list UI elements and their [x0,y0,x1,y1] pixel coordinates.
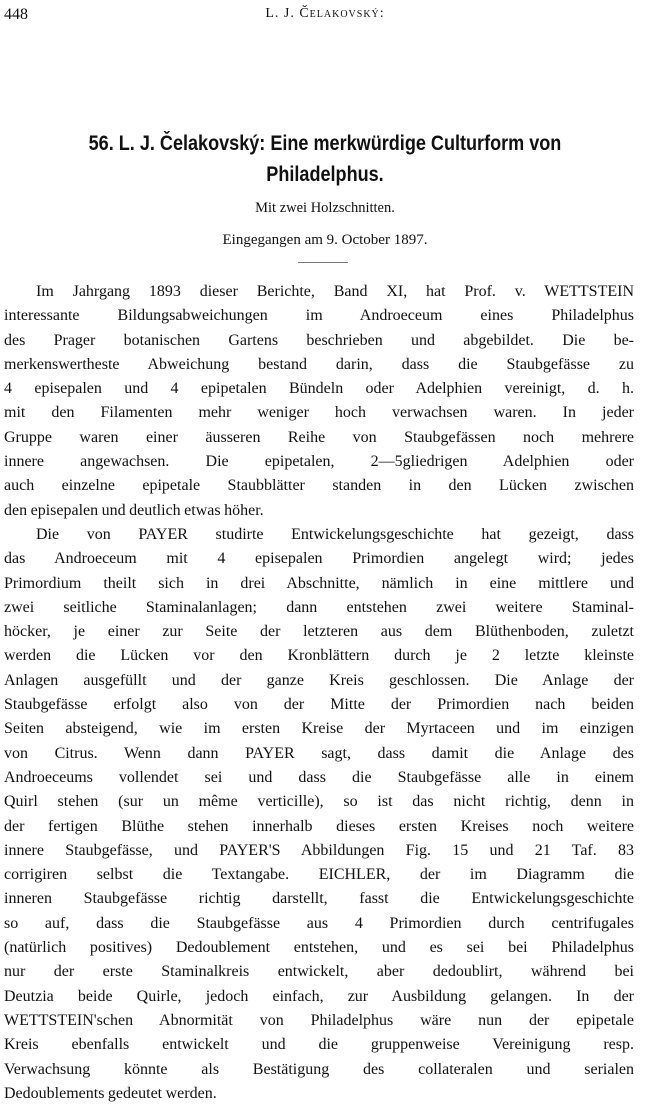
text-line: Dedoublements gedeutet werden. [4,1084,217,1102]
text-line: Anlagen ausgefüllt und der ganze Kreis geschlossen. Die Anlage der [4,671,634,689]
text-line: innere angewachsen. Die epipetalen, 2—5gliedrigen Adelphien oder [4,453,634,471]
text-line: innere Staubgefässe, und PAYER'S Abbildungen Fig. 15 und 21 Taf. 83 [4,841,634,859]
text-line: Im Jahrgang 1893 dieser Berichte, Band XI, hat Prof. v. WETTSTEIN [36,283,634,300]
text-line: interessante Bildungsabweichungen im Androeceum eines Philadelphus [4,307,634,325]
text-line: inneren Staubgefässe richtig darstellt, fasst die Entwickelungsgeschichte [4,890,634,908]
text-line: von Citrus. Wenn dann PAYER sagt, dass damit die Anlage des [4,744,634,762]
text-line: Die von PAYER studirte Entwickelungsgeschichte hat gezeigt, dass [36,525,634,543]
text-line: werden die Lücken vor den Kronblättern durch je 2 letzte kleinste [4,647,634,665]
article-subtitle: Mit zwei Holzschnitten. [255,200,395,216]
text-line: der fertigen Blüthe stehen innerhalb dieses ersten Kreises noch weitere [4,817,634,835]
text-line: corrigiren selbst die Textangabe. EICHLER, der im Diagramm die [4,866,634,884]
running-author: L. J. Čelakovský: [265,6,385,21]
text-line: auch einzelne epipetale Staubblätter standen in den Lücken zwischen [4,477,634,495]
text-line: Gruppe waren einer äusseren Reihe von Staubgefässen noch mehrere [4,428,634,446]
text-line: Seiten absteigend, wie im ersten Kreise der Myrtaceen und im einzigen [4,720,634,738]
received-date: Eingegangen am 9. October 1897. [222,232,428,248]
text-line: so auf, dass die Staubgefässe aus 4 Primordien durch centrifugales [4,914,634,932]
text-line: Staubgefässe erfolgt also von der Mitte der Primordien nach beiden [4,696,634,714]
text-line: mit den Filamenten mehr weniger hoch verwachsen waren. In jeder [4,404,634,422]
text-line: Kreis ebenfalls entwickelt und die gruppenweise Vereinigung resp. [4,1036,634,1054]
text-line: Androeceums vollendet sei und dass die Staubgefässe alle in einem [4,768,634,786]
text-line: höcker, je einer zur Seite der letzteren aus dem Blüthenboden, zuletzt [4,623,634,641]
text-line: Verwachsung könnte als Bestätigung des collateralen und serialen [4,1060,634,1078]
article-title-line-1: 56. L. J. Čelakovský: Eine merkwürdige Culturform von [88,132,562,155]
title-divider [298,262,348,263]
text-line: zwei seitliche Staminalanlagen; dann entstehen zwei weitere Staminal- [4,598,634,616]
body-text [4,280,634,1106]
text-line: (natürlich positives) Dedoublement entstehen, und es sei bei Philadelphus [4,939,634,957]
text-line: das Androeceum mit 4 episepalen Primordien angelegt wird; jedes [4,550,634,568]
page-number: 448 [4,6,28,23]
article-title [46,128,605,190]
text-line: WETTSTEIN'schen Abnormität von Philadelphus wäre nun der epipetale [4,1011,634,1029]
text-line: Deutzia beide Quirle, jedoch einfach, zur Ausbildung gelangen. In der [4,987,634,1005]
text-line: merkenswertheste Abweichung bestand darin, dass die Staubgefässe zu [4,355,634,373]
text-line: Primordium theilt sich in drei Abschnitte, nämlich in eine mittlere und [4,574,634,592]
article-title-line-2: Philadelphus. [266,163,384,186]
text-line: den episepalen und deutlich etwas höher. [4,501,264,519]
text-line: 4 episepalen und 4 epipetalen Bündeln oder Adelphien vereinigt, d. h. [4,380,634,398]
text-line: des Prager botanischen Gartens beschrieben und abgebildet. Die be- [4,331,634,349]
running-header [0,6,650,28]
text-line: Quirl stehen (sur un même verticille), so ist das nicht richtig, denn in [4,793,634,811]
text-line: nur der erste Staminalkreis entwickelt, aber dedoublirt, während bei [4,963,634,981]
